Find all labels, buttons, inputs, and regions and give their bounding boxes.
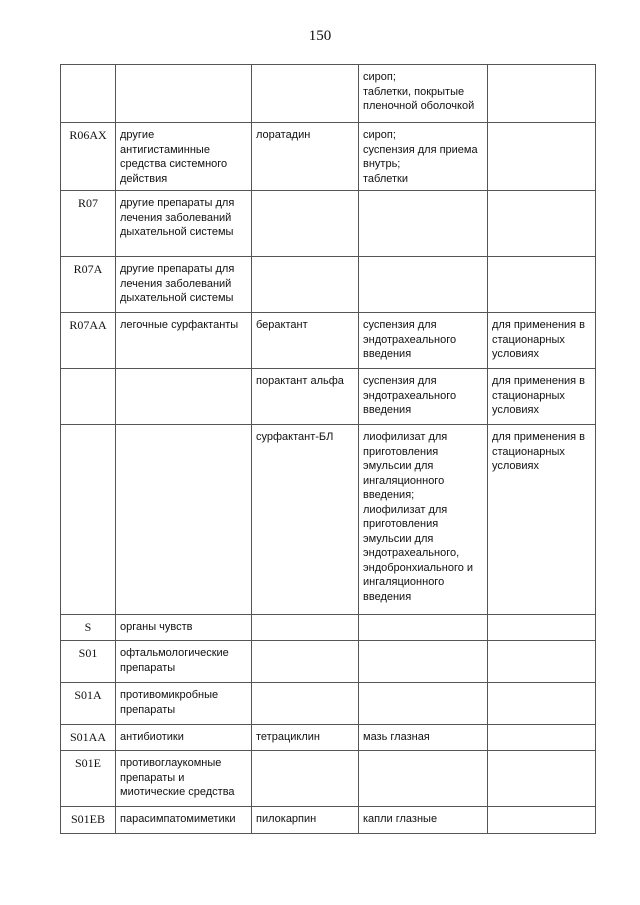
table-row bbox=[61, 65, 596, 123]
group-name-cell bbox=[116, 425, 252, 615]
group-name-cell: органы чувств bbox=[116, 615, 252, 641]
note-cell bbox=[488, 191, 596, 257]
substance-cell: тетрациклин bbox=[252, 725, 359, 751]
atc-code-cell: S01 bbox=[61, 641, 116, 683]
atc-code-cell: S01A bbox=[61, 683, 116, 725]
atc-code-cell bbox=[61, 369, 116, 425]
substance-cell: пилокарпин bbox=[252, 807, 359, 834]
group-name-cell: легочные сурфактанты bbox=[116, 313, 252, 369]
atc-code-cell: R07A bbox=[61, 257, 116, 313]
page-number: 150 bbox=[308, 28, 332, 44]
dosage-form-cell bbox=[359, 751, 488, 807]
atc-code-cell: R06AX bbox=[61, 123, 116, 191]
table-row bbox=[61, 615, 596, 641]
table-row bbox=[61, 257, 596, 313]
note-cell bbox=[488, 257, 596, 313]
atc-code-cell: S01EB bbox=[61, 807, 116, 834]
dosage-form-cell: сироп; таблетки, покрытые пленочной оболочкой bbox=[359, 65, 488, 123]
atc-code-cell: R07AA bbox=[61, 313, 116, 369]
atc-code-cell: S bbox=[61, 615, 116, 641]
note-cell bbox=[488, 683, 596, 725]
substance-cell: сурфактант-БЛ bbox=[252, 425, 359, 615]
table-row bbox=[61, 369, 596, 425]
substance-cell bbox=[252, 615, 359, 641]
dosage-form-cell: капли глазные bbox=[359, 807, 488, 834]
note-cell bbox=[488, 641, 596, 683]
atc-code-cell: S01AA bbox=[61, 725, 116, 751]
substance-cell bbox=[252, 65, 359, 123]
group-name-cell: противомикробные препараты bbox=[116, 683, 252, 725]
dosage-form-cell bbox=[359, 257, 488, 313]
dosage-form-cell bbox=[359, 615, 488, 641]
substance-cell bbox=[252, 751, 359, 807]
dosage-form-cell bbox=[359, 641, 488, 683]
group-name-cell: противоглаукомные препараты и миотические средства bbox=[116, 751, 252, 807]
group-name-cell: антибиотики bbox=[116, 725, 252, 751]
note-cell bbox=[488, 725, 596, 751]
table-body bbox=[61, 65, 596, 834]
substance-cell: лоратадин bbox=[252, 123, 359, 191]
atc-code-cell: S01E bbox=[61, 751, 116, 807]
table-row bbox=[61, 123, 596, 191]
note-cell: для применения в стационарных условиях bbox=[488, 313, 596, 369]
dosage-form-cell: сироп; суспензия для приема внутрь; таблетки bbox=[359, 123, 488, 191]
substance-cell: берактант bbox=[252, 313, 359, 369]
note-cell bbox=[488, 807, 596, 834]
drug-table bbox=[60, 64, 596, 834]
dosage-form-cell bbox=[359, 683, 488, 725]
note-cell bbox=[488, 65, 596, 123]
atc-code-cell bbox=[61, 425, 116, 615]
group-name-cell: другие препараты для лечения заболеваний дыхательной системы bbox=[116, 191, 252, 257]
dosage-form-cell: мазь глазная bbox=[359, 725, 488, 751]
table-row bbox=[61, 191, 596, 257]
substance-cell: порактант альфа bbox=[252, 369, 359, 425]
group-name-cell: офтальмологические препараты bbox=[116, 641, 252, 683]
table-row bbox=[61, 725, 596, 751]
dosage-form-cell bbox=[359, 191, 488, 257]
substance-cell bbox=[252, 257, 359, 313]
table-row bbox=[61, 425, 596, 615]
dosage-form-cell: суспензия для эндотрахеального введения bbox=[359, 369, 488, 425]
group-name-cell bbox=[116, 65, 252, 123]
substance-cell bbox=[252, 641, 359, 683]
note-cell bbox=[488, 615, 596, 641]
table-row bbox=[61, 751, 596, 807]
note-cell bbox=[488, 123, 596, 191]
group-name-cell bbox=[116, 369, 252, 425]
note-cell: для применения в стационарных условиях bbox=[488, 369, 596, 425]
note-cell: для применения в стационарных условиях bbox=[488, 425, 596, 615]
group-name-cell: другие препараты для лечения заболеваний дыхательной системы bbox=[116, 257, 252, 313]
table-row bbox=[61, 683, 596, 725]
atc-code-cell bbox=[61, 65, 116, 123]
dosage-form-cell: лиофилизат для приготовления эмульсии для ингаляционного введения; лиофилизат для приготовления эмульсии для эндотрахеального, эндобронхиального и ингаляционного введения bbox=[359, 425, 488, 615]
table-row bbox=[61, 313, 596, 369]
dosage-form-cell: суспензия для эндотрахеального введения bbox=[359, 313, 488, 369]
group-name-cell: парасимпатомиметики bbox=[116, 807, 252, 834]
table-row bbox=[61, 641, 596, 683]
substance-cell bbox=[252, 683, 359, 725]
atc-code-cell: R07 bbox=[61, 191, 116, 257]
table-row bbox=[61, 807, 596, 834]
note-cell bbox=[488, 751, 596, 807]
group-name-cell: другие антигистаминные средства системного действия bbox=[116, 123, 252, 191]
substance-cell bbox=[252, 191, 359, 257]
